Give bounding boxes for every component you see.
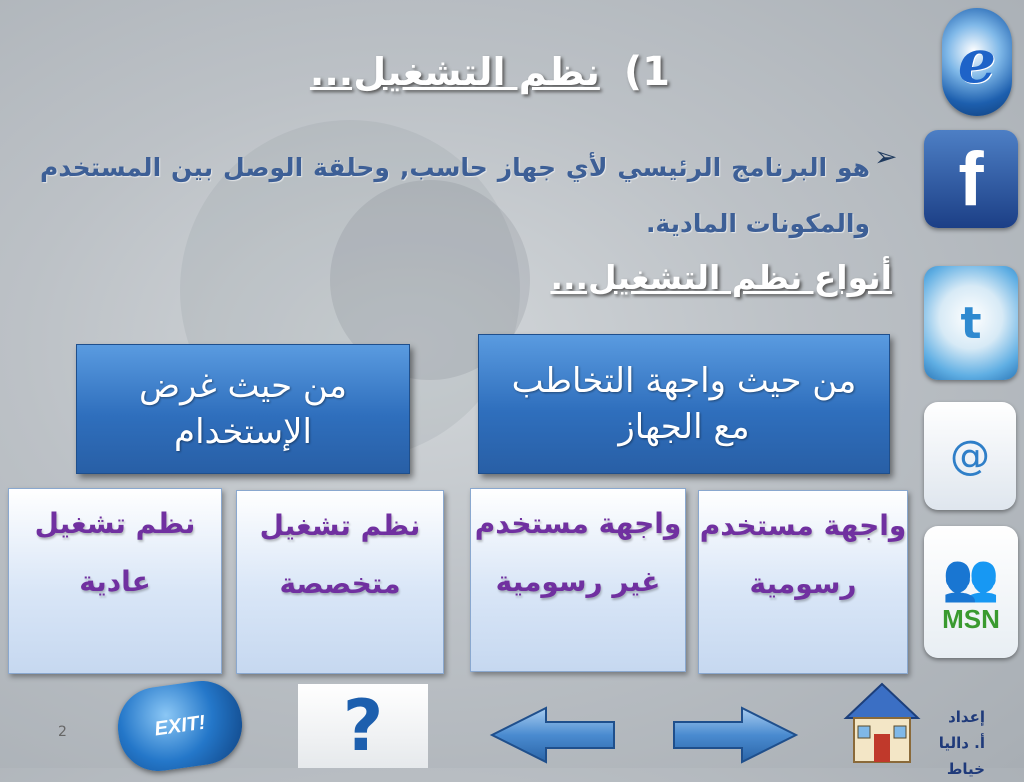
credit [905,704,985,782]
type-gui: واجهة مستخدم رسومية [698,490,908,674]
credit-label: إعداد [948,708,985,726]
internet-explorer-icon[interactable]: e [942,8,1012,116]
bullet-arrow-icon: ➢ [874,140,898,173]
title-number: 1) [623,49,670,95]
slide-title [290,40,670,104]
msn-people-icon: 👥 [942,549,1000,604]
category-interface: من حيث واجهة التخاطب مع الجهاز [478,334,890,474]
back-arrow-button[interactable] [490,706,616,764]
arrow-right-icon [674,708,796,762]
category-purpose: من حيث غرض الإستخدام [76,344,410,474]
twitter-icon[interactable]: t [924,266,1018,380]
facebook-icon[interactable]: f [924,130,1018,228]
question-icon: ? [342,685,384,767]
type-non-gui: واجهة مستخدم غير رسومية [470,488,686,672]
email-icon[interactable]: @ [924,402,1016,510]
type-specialized: نظم تشغيل متخصصة [236,490,444,674]
types-subtitle: أنواع نظم التشغيل... [550,258,892,297]
msn-icon[interactable]: 👥 MSN [924,526,1018,658]
credit-author: أ. داليا خياط [938,734,985,778]
page-number: 2 [58,724,67,740]
definition-text: هو البرنامج الرئيسي لأي جهاز حاسب, وحلقة الوصل بين المستخدم والمكونات المادية. [40,153,870,238]
title-text: نظم التشغيل... [309,50,600,94]
exit-button[interactable]: EXIT! [113,676,247,776]
forward-arrow-button[interactable] [672,706,798,764]
arrow-left-icon [492,708,614,762]
help-button[interactable] [298,684,428,768]
type-ordinary: نظم تشغيل عادية [8,488,222,674]
